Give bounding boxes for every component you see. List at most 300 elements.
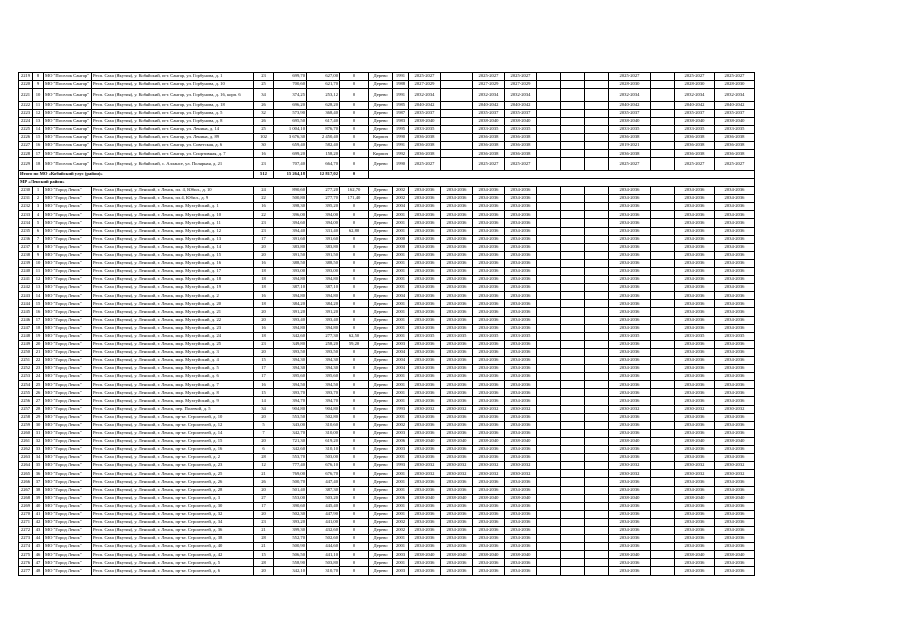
table-row <box>19 510 755 518</box>
table-cell: 2034-2036 <box>715 259 755 267</box>
table-cell: 2000 <box>393 235 409 243</box>
table-cell: 22 <box>254 195 274 203</box>
table-row <box>19 357 755 365</box>
table-cell <box>585 134 609 142</box>
table-cell: 18 <box>254 300 274 308</box>
table-cell: Респ. Саха (Якутия), у. Ленский, г. Ленск, мкр. Мухтуйский, д. 20 <box>92 300 254 308</box>
table-cell: 2038-2040 <box>473 117 505 125</box>
table-cell: 102 <box>254 134 274 142</box>
total-count: 512 <box>254 170 274 178</box>
table-cell: 2034-2036 <box>715 187 755 195</box>
table-cell <box>585 158 609 171</box>
table-cell: МО "Поселок Сангар" <box>44 109 92 117</box>
table-cell: 2034-2036 <box>505 300 537 308</box>
table-cell: 2224 <box>19 117 33 125</box>
table-cell: 441,10 <box>307 551 340 559</box>
table-cell: 2001 <box>393 397 409 405</box>
table-cell: 2034-2036 <box>441 348 473 356</box>
table-cell: 2030-2032 <box>505 405 537 413</box>
table-cell: 2034-2036 <box>441 429 473 437</box>
table-row <box>19 187 755 195</box>
table-cell: 2034-2036 <box>505 276 537 284</box>
table-cell <box>561 381 585 389</box>
table-cell: 0 <box>340 219 369 227</box>
table-cell: 9 <box>33 81 44 89</box>
table-cell: 441,00 <box>307 518 340 526</box>
table-cell: Респ. Саха (Якутия), у. Ленский, г. Ленск, мкр. Мухтуйский, д. 2 <box>92 292 254 300</box>
table-cell: 2001 <box>393 413 409 421</box>
table-cell: 2033-2035 <box>715 125 755 133</box>
table-cell: Респ. Саха (Якутия), у. Ленский, г. Ленск, мкр. Мухтуйский, д. 24 <box>92 332 254 340</box>
table-cell: 16 <box>254 324 274 332</box>
table-row <box>19 235 755 243</box>
table-cell: 343,00 <box>274 421 307 429</box>
table-cell <box>585 510 609 518</box>
table-cell: 20 <box>254 510 274 518</box>
table-cell: 394,80 <box>307 292 340 300</box>
table-cell: 2034-2036 <box>505 243 537 251</box>
table-cell: 2034-2036 <box>505 543 537 551</box>
table-cell: 2030-2032 <box>441 470 473 478</box>
table-cell: 399,30 <box>274 526 307 534</box>
total-row <box>19 170 755 178</box>
table-cell <box>651 478 675 486</box>
table-cell: 0 <box>340 276 369 284</box>
table-cell: 394,30 <box>307 357 340 365</box>
table-cell <box>585 446 609 454</box>
table-cell: Респ. Саха (Якутия), у. Ленский, г. Ленск, пр-кт. Строителей, д. 3 <box>92 494 254 502</box>
table-cell <box>585 308 609 316</box>
table-cell: Респ. Саха (Якутия), у. Кобяйский, пгт. Сангар, ул. Горбунова, д. 5 <box>92 109 254 117</box>
table-cell: 38 <box>33 486 44 494</box>
table-cell: 44 <box>33 535 44 543</box>
table-cell <box>561 227 585 235</box>
table-row <box>19 316 755 324</box>
table-cell: 2025-2027 <box>609 158 651 171</box>
table-cell: Респ. Саха (Якутия), у. Ленский, г. Ленск, пр-кт. Строителей, д. 2 <box>92 454 254 462</box>
table-cell: 2034-2036 <box>505 340 537 348</box>
table-cell: 2034-2036 <box>473 324 505 332</box>
table-cell <box>441 158 473 171</box>
table-cell: МО "Город Ленск" <box>44 559 92 567</box>
table-cell <box>561 373 585 381</box>
table-cell: 2034-2036 <box>609 389 651 397</box>
table-cell: 2001 <box>393 316 409 324</box>
table-cell: МО "Город Ленск" <box>44 437 92 445</box>
table-cell: 28 <box>254 535 274 543</box>
table-cell <box>561 365 585 373</box>
table-cell: 2001 <box>393 559 409 567</box>
table-cell: 2274 <box>19 543 33 551</box>
table-cell: 2001 <box>393 227 409 235</box>
table-cell: 500,90 <box>274 543 307 551</box>
table-cell <box>561 494 585 502</box>
table-cell: 2025-2027 <box>409 73 441 81</box>
table-cell <box>561 357 585 365</box>
table-cell: Респ. Саха (Якутия), у. Ленский, г. Ленск, мкр. Мухтуйский, д. 16 <box>92 259 254 267</box>
table-row <box>19 195 755 203</box>
table-cell: 2034-2036 <box>473 340 505 348</box>
table-cell: Дерево <box>369 494 393 502</box>
table-cell: 2033-2035 <box>505 125 537 133</box>
table-cell <box>537 405 561 413</box>
table-cell: 41 <box>33 510 44 518</box>
table-cell: 2001 <box>393 470 409 478</box>
table-cell <box>561 292 585 300</box>
table-cell: 890,60 <box>274 187 307 195</box>
table-cell: 26 <box>33 389 44 397</box>
table-cell: 37 <box>33 478 44 486</box>
table-cell: 2034-2036 <box>715 267 755 275</box>
table-row <box>19 300 755 308</box>
table-cell: Респ. Саха (Якутия), у. Ленский, г. Ленск, мкр. Мухтуйский, д. 8 <box>92 389 254 397</box>
table-cell: 2038-2040 <box>473 551 505 559</box>
table-cell: 2030-2032 <box>609 405 651 413</box>
table-cell <box>651 518 675 526</box>
table-row <box>19 437 755 445</box>
table-cell <box>537 292 561 300</box>
table-cell: 387,10 <box>307 284 340 292</box>
table-cell: Респ. Саха (Якутия), у. Ленский, г. Ленск, мкр. Мухтуйский, д. 4 <box>92 357 254 365</box>
table-cell: 2034-2036 <box>675 381 715 389</box>
table-cell: 2268 <box>19 494 33 502</box>
table-cell: 2256 <box>19 397 33 405</box>
table-cell: 14 <box>33 292 44 300</box>
table-cell: Респ. Саха (Якутия), у. Ленский, г. Ленск, пр-кт. Строителей, д. 38 <box>92 535 254 543</box>
table-cell: 394,70 <box>307 397 340 405</box>
table-cell: 2034-2036 <box>505 324 537 332</box>
table-cell <box>441 73 473 81</box>
table-cell: 0 <box>340 292 369 300</box>
table-cell: 0 <box>340 348 369 356</box>
table-cell: 31 <box>33 429 44 437</box>
table-cell: 2040-2042 <box>609 101 651 109</box>
table-cell: 2034-2036 <box>473 308 505 316</box>
table-cell: 62,80 <box>340 227 369 235</box>
table-cell: 2034-2036 <box>409 219 441 227</box>
table-cell: 2034-2036 <box>609 478 651 486</box>
table-cell: 2034-2036 <box>675 454 715 462</box>
table-cell: 2034-2036 <box>505 211 537 219</box>
table-cell: 0 <box>340 109 369 117</box>
table-cell: Респ. Саха (Якутия), у. Ленский, г. Ленск, пр-кт. Строителей, д. 42 <box>92 551 254 559</box>
table-cell: 2234 <box>19 219 33 227</box>
table-cell: 28 <box>33 405 44 413</box>
table-cell: 0 <box>340 125 369 133</box>
table-cell <box>651 284 675 292</box>
table-cell: МО "Город Ленск" <box>44 332 92 340</box>
table-cell <box>651 308 675 316</box>
table-cell: 2034-2036 <box>473 211 505 219</box>
table-cell: 2038-2040 <box>675 117 715 125</box>
table-cell: 2262 <box>19 446 33 454</box>
table-cell: 13 <box>33 284 44 292</box>
table-cell <box>537 73 561 81</box>
table-cell <box>537 195 561 203</box>
table-cell: 391,20 <box>274 308 307 316</box>
table-cell <box>561 332 585 340</box>
table-cell: 2000 <box>393 243 409 251</box>
total-area2: 12 817,02 <box>307 170 340 178</box>
table-cell: 2033-2035 <box>715 332 755 340</box>
table-cell: 2034-2036 <box>409 486 441 494</box>
table-cell: 2034-2036 <box>505 365 537 373</box>
table-cell: 2027-2029 <box>505 81 537 89</box>
table-cell: 16 <box>33 308 44 316</box>
table-cell: 349,80 <box>274 340 307 348</box>
table-cell <box>537 81 561 89</box>
table-cell: МО "Город Ленск" <box>44 324 92 332</box>
table-cell: 368,40 <box>307 109 340 117</box>
table-cell: 32 <box>254 109 274 117</box>
table-cell: Респ. Саха (Якутия), у. Кобяйский, пгт. Сангар, ул. Советская, д. 6 <box>92 142 254 150</box>
table-cell: 2244 <box>19 300 33 308</box>
table-cell: 14 <box>254 397 274 405</box>
table-cell <box>537 462 561 470</box>
table-cell: 2030-2032 <box>675 462 715 470</box>
table-cell: 25 <box>254 81 274 89</box>
table-cell: 394,00 <box>307 219 340 227</box>
table-cell: 2034-2036 <box>441 567 473 575</box>
table-cell: 2034-2036 <box>715 397 755 405</box>
table-cell: 0 <box>340 101 369 109</box>
table-cell: 2034-2036 <box>675 316 715 324</box>
table-cell: 0 <box>340 211 369 219</box>
table-cell: 2034-2036 <box>409 259 441 267</box>
table-cell: Кирпич <box>369 150 393 158</box>
table-cell: МО "Поселок Сангар" <box>44 117 92 125</box>
table-cell: 277,30 <box>307 332 340 340</box>
table-cell: 2034-2036 <box>609 397 651 405</box>
table-cell <box>561 89 585 102</box>
table-cell: 2034-2036 <box>715 340 755 348</box>
table-cell: 2036-2038 <box>675 150 715 158</box>
table-cell: 2001 <box>393 324 409 332</box>
table-cell: 2033-2035 <box>473 332 505 340</box>
table-cell: 20 <box>254 567 274 575</box>
table-cell <box>561 81 585 89</box>
table-cell: Респ. Саха (Якутия), у. Ленский, г. Ленск, пр-кт. Строителей, д. 12 <box>92 421 254 429</box>
table-cell: 391,20 <box>307 308 340 316</box>
table-cell: Респ. Саха (Якутия), у. Ленский, г. Ленск, мкр. Мухтуйский, д. 12 <box>92 227 254 235</box>
table-cell: 2034-2036 <box>441 324 473 332</box>
table-cell <box>537 187 561 195</box>
table-cell: 20 <box>254 437 274 445</box>
table-cell: 2034-2036 <box>441 543 473 551</box>
table-cell: 2034-2036 <box>409 284 441 292</box>
table-cell: 394,30 <box>307 365 340 373</box>
table-cell: 6 <box>33 227 44 235</box>
table-cell: 2034-2036 <box>473 276 505 284</box>
table-cell: 2034-2036 <box>473 243 505 251</box>
table-cell <box>561 348 585 356</box>
table-cell: 25 <box>33 381 44 389</box>
table-cell: 2034-2036 <box>675 421 715 429</box>
table-cell: 2034-2036 <box>675 187 715 195</box>
table-cell <box>651 454 675 462</box>
table-cell: 2001 <box>393 300 409 308</box>
table-cell <box>585 195 609 203</box>
table-cell: 0 <box>340 381 369 389</box>
table-cell <box>561 413 585 421</box>
table-cell: 2004 <box>393 203 409 211</box>
table-cell: Дерево <box>369 324 393 332</box>
table-cell: 2034-2036 <box>441 292 473 300</box>
table-cell: 2034-2036 <box>505 421 537 429</box>
table-cell: Респ. Саха (Якутия), у. Ленский, г. Ленск, мкр. Мухтуйский, д. 13 <box>92 235 254 243</box>
table-cell: 2038-2040 <box>473 494 505 502</box>
table-cell: 2034-2036 <box>675 284 715 292</box>
table-cell <box>537 134 561 142</box>
table-cell: 2032-2034 <box>505 89 537 102</box>
table-cell: 2034-2036 <box>715 535 755 543</box>
table-cell: 2034-2036 <box>441 357 473 365</box>
table-cell: МО "Поселок Сангар" <box>44 73 92 81</box>
table-cell: 2034-2036 <box>715 300 755 308</box>
table-cell: 0 <box>340 134 369 142</box>
table-cell: 2034-2036 <box>473 421 505 429</box>
table-cell: 2034-2036 <box>675 478 715 486</box>
table-cell <box>585 292 609 300</box>
table-cell: 2034-2036 <box>409 227 441 235</box>
table-cell: 2225 <box>19 125 33 133</box>
table-cell: 2025-2027 <box>473 73 505 81</box>
table-cell: 621,70 <box>307 81 340 89</box>
table-cell: 17 <box>254 365 274 373</box>
table-cell: 2034-2036 <box>473 365 505 373</box>
table-cell <box>537 109 561 117</box>
table-cell: 12 <box>33 276 44 284</box>
table-cell: МО "Город Ленск" <box>44 219 92 227</box>
table-cell: 2038-2040 <box>609 551 651 559</box>
table-cell: 5 <box>33 219 44 227</box>
total-area1: 15 264,18 <box>274 170 307 178</box>
table-cell: 162,70 <box>340 187 369 195</box>
table-cell: Респ. Саха (Якутия), у. Ленский, г. Ленск, мкр. Мухтуйский, д. 5 <box>92 365 254 373</box>
table-cell <box>537 101 561 109</box>
table-cell <box>537 502 561 510</box>
table-cell: МО "Город Ленск" <box>44 551 92 559</box>
table-cell: 394,30 <box>274 365 307 373</box>
table-cell: МО "Город Ленск" <box>44 470 92 478</box>
table-cell: 2034-2036 <box>715 373 755 381</box>
table-cell: 0 <box>340 308 369 316</box>
table-cell: 395,60 <box>307 373 340 381</box>
table-cell: 0 <box>340 316 369 324</box>
table-cell: 2033-2035 <box>409 125 441 133</box>
table-cell: 2030-2032 <box>473 470 505 478</box>
table-cell <box>537 125 561 133</box>
table-cell: 2034-2036 <box>473 203 505 211</box>
table-cell: Дерево <box>369 332 393 340</box>
table-cell: 2001 <box>393 259 409 267</box>
table-cell <box>651 89 675 102</box>
table-cell: 342,70 <box>274 429 307 437</box>
table-cell: 384,20 <box>274 300 307 308</box>
table-cell: 2001 <box>393 373 409 381</box>
table-cell <box>651 389 675 397</box>
table-cell <box>651 324 675 332</box>
table-cell <box>441 125 473 133</box>
table-cell <box>537 117 561 125</box>
table-cell: 2034-2036 <box>715 478 755 486</box>
table-cell: 2034-2036 <box>441 340 473 348</box>
table-cell: МО "Поселок Сангар" <box>44 81 92 89</box>
table-cell <box>561 478 585 486</box>
table-cell: Дерево <box>369 567 393 575</box>
table-cell: МО "Город Ленск" <box>44 518 92 526</box>
table-cell: 2034-2036 <box>609 502 651 510</box>
table-cell: Респ. Саха (Якутия), у. Ленский, г. Ленск, пр-кт. Строителей, д. 25 <box>92 470 254 478</box>
table-cell: 1991 <box>393 142 409 150</box>
table-cell <box>561 219 585 227</box>
table-row <box>19 276 755 284</box>
table-cell <box>561 470 585 478</box>
table-cell: 553,70 <box>274 454 307 462</box>
table-cell: 2034-2036 <box>505 251 537 259</box>
table-cell: 2038-2040 <box>409 551 441 559</box>
table-cell: 2034-2036 <box>441 478 473 486</box>
table-cell: 394,30 <box>274 357 307 365</box>
table-cell: 2001 <box>393 535 409 543</box>
table-cell: 2001 <box>393 211 409 219</box>
table-cell: Дерево <box>369 219 393 227</box>
table-cell <box>561 502 585 510</box>
table-cell: 2038-2040 <box>715 437 755 445</box>
table-row <box>19 381 755 389</box>
table-cell <box>651 243 675 251</box>
table-cell <box>441 101 473 109</box>
table-cell: 2034-2036 <box>441 227 473 235</box>
table-cell <box>537 219 561 227</box>
table-cell: 2249 <box>19 340 33 348</box>
table-cell: 444,60 <box>307 543 340 551</box>
table-cell: 2260 <box>19 429 33 437</box>
table-cell: Дерево <box>369 405 393 413</box>
table-cell <box>561 510 585 518</box>
table-cell: МО "Город Ленск" <box>44 389 92 397</box>
table-cell: 2264 <box>19 462 33 470</box>
table-cell: 2002 <box>393 187 409 195</box>
table-cell: 0 <box>340 235 369 243</box>
table-cell: 2252 <box>19 365 33 373</box>
table-cell: 0 <box>340 437 369 445</box>
table-cell: 2038-2040 <box>409 117 441 125</box>
table-cell: 2034-2036 <box>609 251 651 259</box>
table-cell <box>585 73 609 81</box>
table-cell <box>537 526 561 534</box>
table-cell: Респ. Саха (Якутия), у. Ленский, г. Ленск, пл.4, Юбил., д. 9 <box>92 195 254 203</box>
table-cell: 391,50 <box>307 251 340 259</box>
table-cell: 0 <box>340 259 369 267</box>
table-cell: 2034-2036 <box>715 510 755 518</box>
table-cell <box>651 357 675 365</box>
table-row <box>19 109 755 117</box>
table-cell: 0 <box>340 365 369 373</box>
table-cell: 21 <box>33 348 44 356</box>
table-cell: 501,40 <box>274 486 307 494</box>
table-cell: 2034-2036 <box>715 502 755 510</box>
table-cell: 2034-2036 <box>441 203 473 211</box>
table-cell: 4 <box>33 211 44 219</box>
table-cell: 0 <box>340 510 369 518</box>
table-cell: 23 <box>33 365 44 373</box>
table-cell: 2034-2036 <box>609 300 651 308</box>
table-cell: 8 <box>33 243 44 251</box>
table-cell: 2034-2036 <box>609 373 651 381</box>
table-cell: 2034-2036 <box>441 454 473 462</box>
table-cell: 342,60 <box>274 446 307 454</box>
